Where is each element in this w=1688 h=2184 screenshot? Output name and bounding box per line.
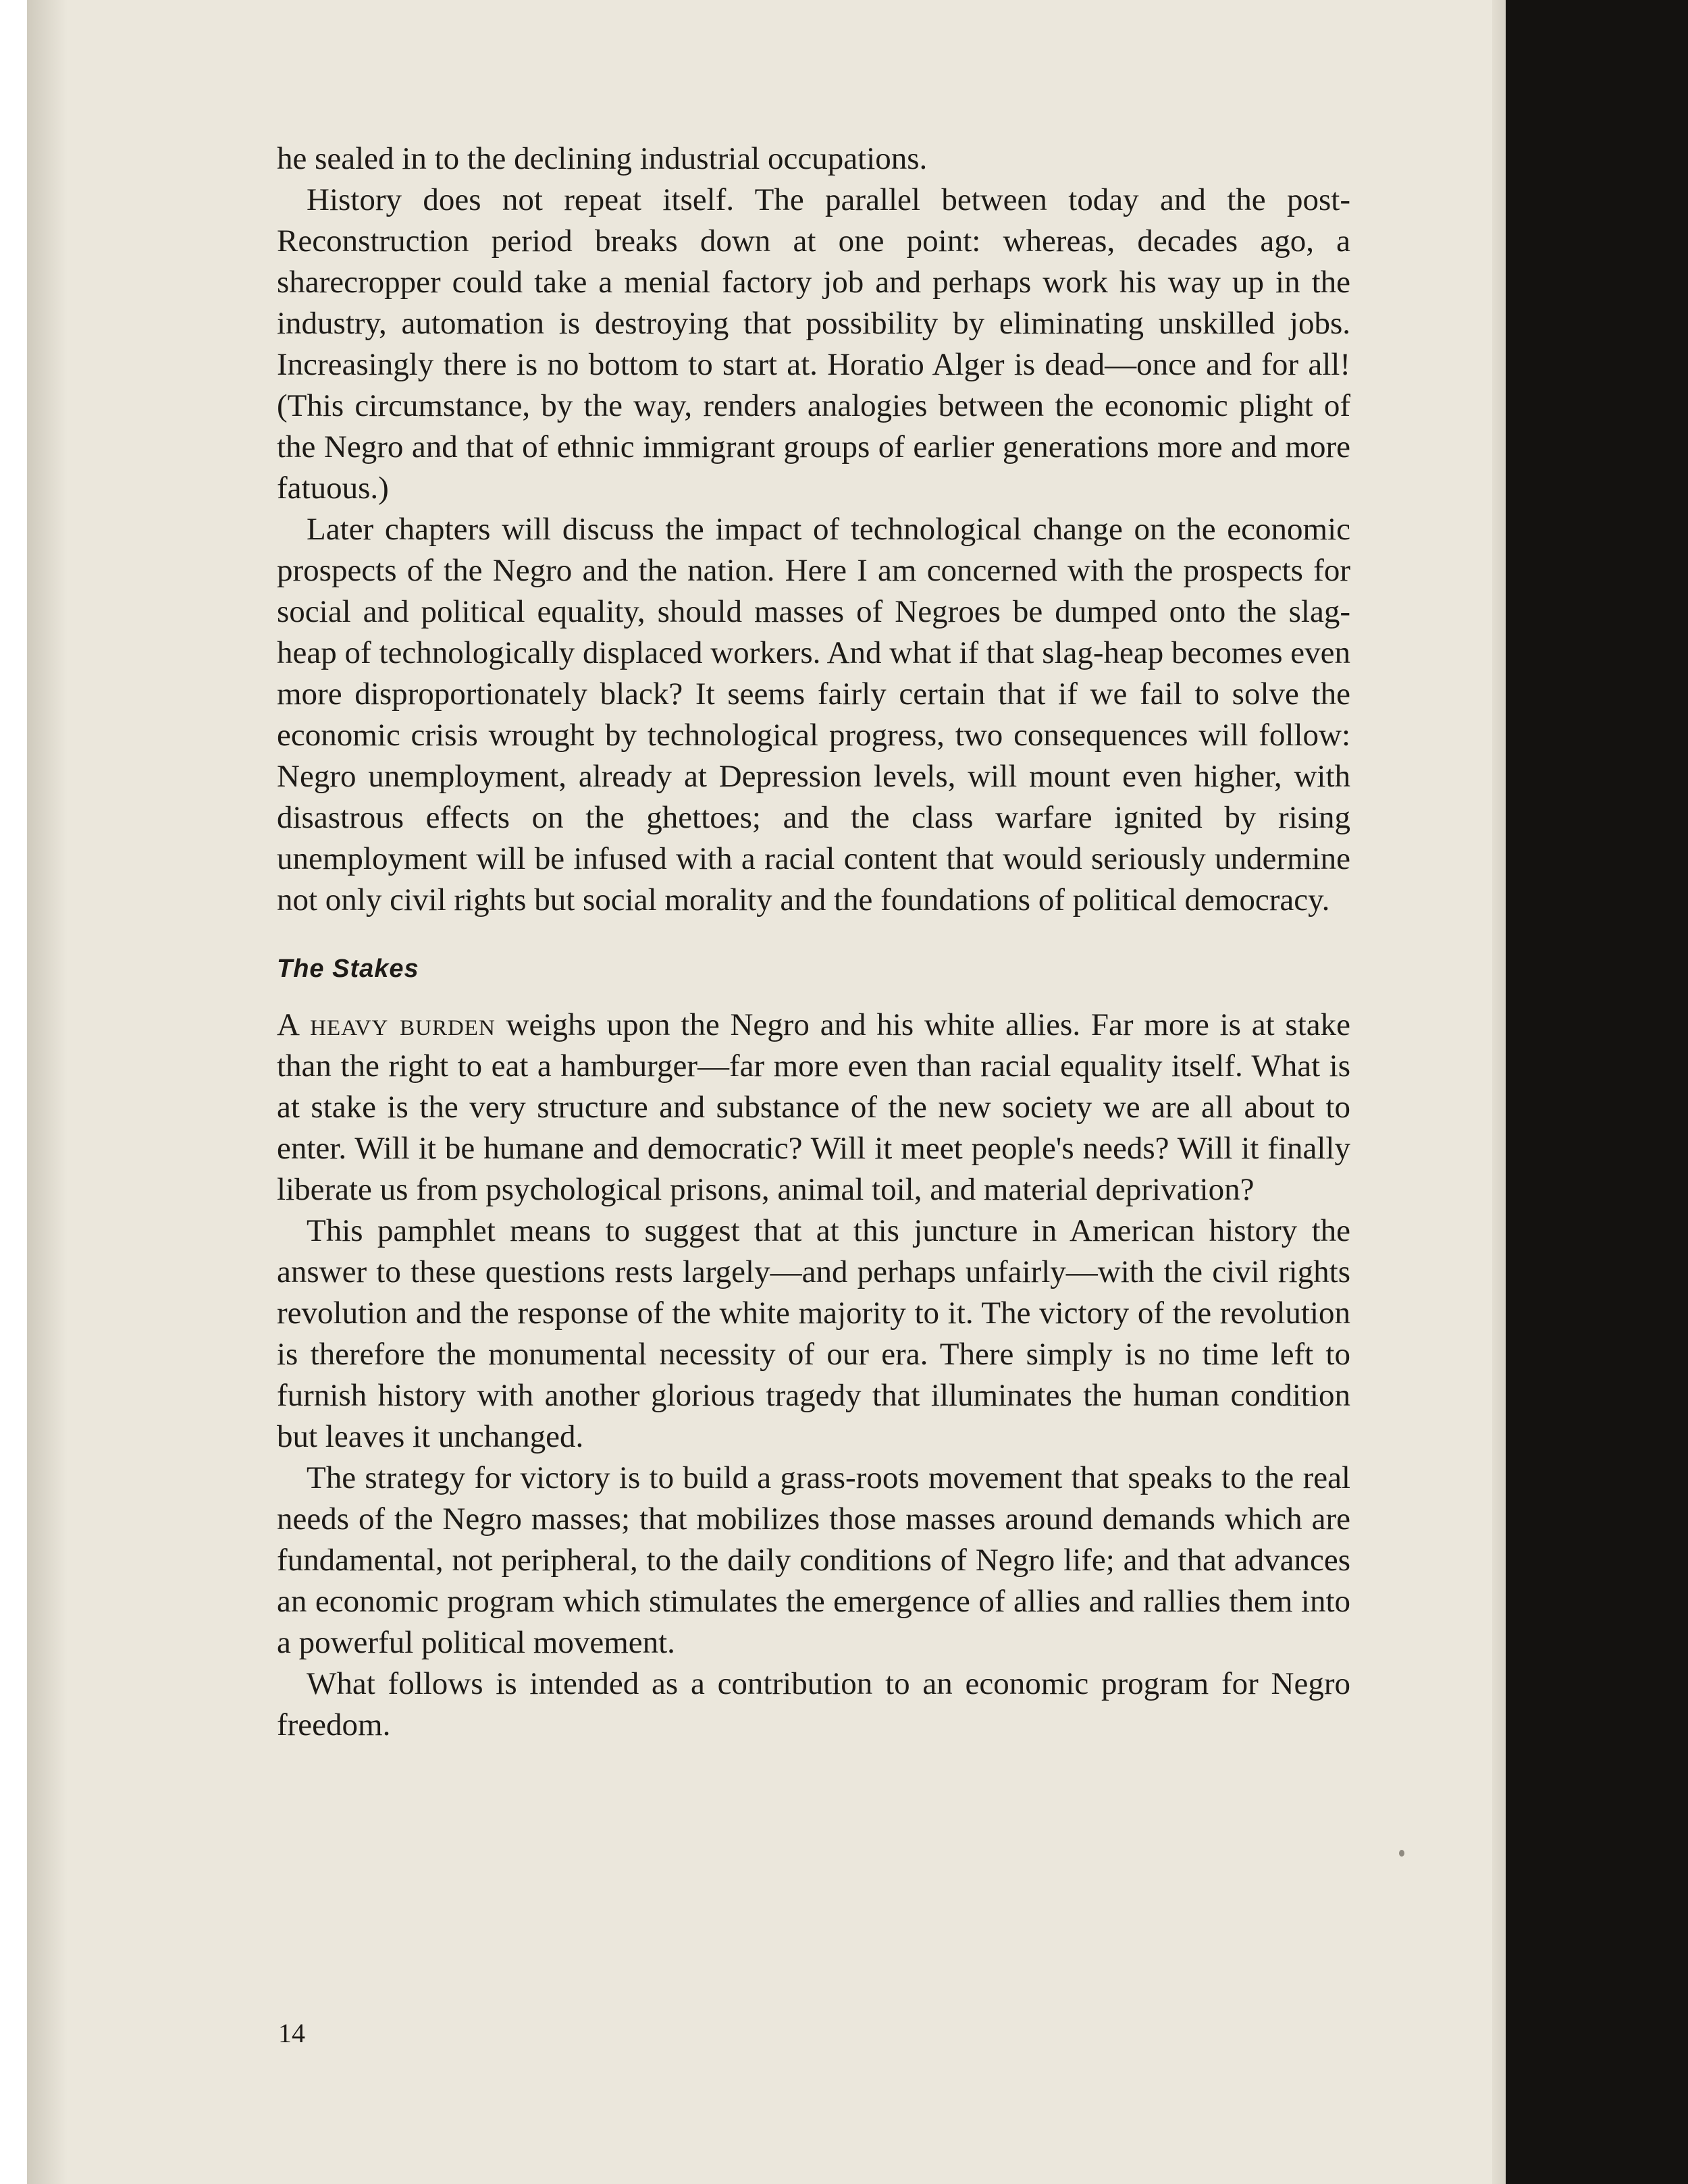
section-heading: The Stakes xyxy=(277,955,419,983)
scan-background xyxy=(1506,0,1688,2184)
paragraph: The strategy for victory is to build a grass-roots movement that speaks to the real needs of the Negro masses; that mobilizes those masses around demands which are fundamental, not peripheral, to the daily conditions of Negro life; and that advances an economic program which stimulates the emergence of allies and rallies them into a powerful political movement. xyxy=(277,1460,1350,1660)
paragraph: What follows is intended as a contribution to an economic program for Negro freedom. xyxy=(277,1666,1350,1742)
paragraph: Later chapters will discuss the impact of technological change on the economic prospects of the Negro and the nation. Here I am concerned with the prospects for social and political equality, should masses of Negroes be dumped onto the slag-heap of technologically displaced workers. And what if that slag-heap becomes even more disproportionately black? It seems fairly certain that if we fail to solve the economic crisis wrought by technological progress, two consequences will follow: Negro unemployment, already at Depression levels, will mount even higher, with disastrous effects on the ghettoes; and the class warfare ignited by rising unemployment will be infused with a racial content that would seriously undermine not only civil rights but social morality and the foundations of political democracy. xyxy=(277,512,1350,917)
body-text xyxy=(277,138,1350,1746)
lead-in-smallcaps: A heavy burden xyxy=(277,1007,496,1042)
paragraph-opening-text: weighs upon the Negro and his white allies. Far more is at stake than the right to eat a hamburger—far more even than racial equality itself. What is at stake is the very structure and substance of the new society we are all about to enter. Will it be humane and democratic? Will it meet people's needs? Will it finally liberate us from psychological prisons, animal toil, and material deprivation? xyxy=(277,1007,1350,1207)
paragraph-opening xyxy=(277,1005,1350,1210)
paragraph-continuation: he sealed in to the declining industrial occupations. xyxy=(277,141,928,176)
paragraph: History does not repeat itself. The parallel between today and the post-Reconstruction period breaks down at one point: whereas, decades ago, a sharecropper could take a menial factory job and perhaps work his way up in the industry, automation is destroying that possibility by eliminating unskilled jobs. Increasingly there is no bottom to start at. Horatio Alger is dead—once and for all! (This circumstance, by the way, renders analogies between the economic plight of the Negro and that of ethnic immigrant groups of earlier generations more and more fatuous.) xyxy=(277,182,1350,506)
paragraph: This pamphlet means to suggest that at this juncture in American history the answer to these questions rests largely—and perhaps unfairly—with the civil rights revolution and the response of the white majority to it. The victory of the revolution is therefore the monumental necessity of our era. There simply is no time left to furnish history with another glorious tragedy that illuminates the human condition but leaves it unchanged. xyxy=(277,1213,1350,1454)
page-number: 14 xyxy=(278,2018,305,2048)
page-edge xyxy=(1492,0,1506,2184)
spine-shadow xyxy=(27,0,68,2184)
stray-ink-mark xyxy=(1399,1850,1404,1857)
